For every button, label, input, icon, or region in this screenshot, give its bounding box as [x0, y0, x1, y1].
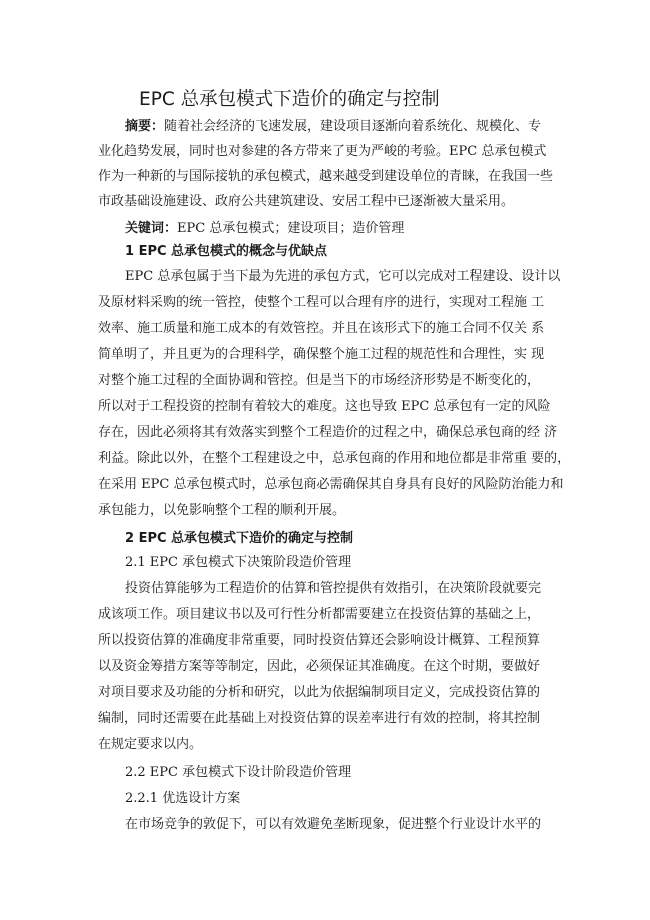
section-2-1-line-2: 成该项工作。项目建议书以及可行性分析都需要建立在投资估算的基础之上， — [98, 607, 541, 622]
section-1-line-5: 对整个施工过程的全面协调和管控。但是当下的市场经济形势是不断变化的， — [98, 373, 541, 388]
section-2-1-line-4: 以及资金筹措方案等等制定，因此，必须保证其准确度。在这个时期，要做好 — [98, 659, 541, 674]
section-2-2-line-1: 在市场竞争的敦促下，可以有效避免垄断现象，促进整个行业设计水平的 — [125, 817, 542, 832]
abstract-line-2: 业化趋势发展，同时也对参建的各方带来了更为严峻的考验。EPC 总承包模式 — [98, 144, 547, 159]
section-2-heading: 2 EPC 总承包模式下造价的确定与控制 — [125, 531, 354, 546]
section-2-2-1-heading: 2.2.1 优选设计方案 — [125, 791, 241, 806]
section-1-line-6: 所以对于工程投资的控制有着较大的难度。这也导致 EPC 总承包有一定的风险 — [98, 399, 551, 414]
abstract-label: 摘要： — [125, 119, 165, 134]
section-2-1-line-1: 投资估算能够为工程造价的估算和管控提供有效指引，在决策阶段就要完 — [125, 581, 542, 596]
section-2-1-heading: 2.1 EPC 承包模式下决策阶段造价管理 — [125, 555, 352, 570]
keywords-label: 关键词： — [125, 221, 178, 236]
section-1-line-10: 承包能力，以免影响整个工程的顺利开展。 — [98, 503, 346, 518]
section-1-line-1: EPC 总承包属于当下最为先进的承包方式，它可以完成对工程建设、设计以 — [125, 269, 561, 284]
abstract-line-1: 摘要：随着社会经济的飞速发展，建设项目逐渐向着系统化、规模化、专 — [125, 119, 542, 134]
section-2-1-line-3: 所以投资估算的准确度非常重要，同时投资估算还会影响设计概算、工程预算 — [98, 633, 541, 648]
section-2-2-heading: 2.2 EPC 承包模式下设计阶段造价管理 — [125, 765, 352, 780]
section-1-line-4: 简单明了，并且更为的合理科学，确保整个施工过程的规范性和合理性，实 现 — [98, 347, 545, 362]
section-1-line-3: 效率、施工质量和施工成本的有效管控。并且在该形式下的施工合同不仅关 系 — [98, 321, 545, 336]
keywords-line — [125, 220, 404, 238]
section-1-line-9: 在采用 EPC 总承包模式时，总承包商必需确保其自身具有良好的风险防治能力和 — [98, 477, 564, 492]
abstract-line-4: 市政基础设施建设、政府公共建筑建设、安居工程中已逐渐被大量采用。 — [98, 194, 515, 209]
section-2-1-line-7: 在规定要求以内。 — [98, 737, 203, 752]
section-1-line-2: 及原材料采购的统一管控，使整个工程可以合理有序的进行，实现对工程施 工 — [98, 295, 545, 310]
section-1-line-7: 存在，因此必须将其有效落实到整个工程造价的过程之中，确保总承包商的经 济 — [98, 425, 558, 440]
keywords-text: EPC 总承包模式；建设项目；造价管理 — [177, 221, 405, 236]
section-2-1-line-6: 编制，同时还需要在此基础上对投资估算的误差率进行有效的控制，将其控制 — [98, 711, 541, 726]
section-2-1-line-5: 对项目要求及功能的分析和研究，以此为依据编制项目定义，完成投资估算的 — [98, 685, 541, 700]
section-1-line-8: 利益。除此以外，在整个工程建设之中，总承包商的作用和地位都是非常重 要的， — [98, 451, 571, 466]
document-title: EPC 总承包模式下造价的确定与控制 — [139, 89, 440, 110]
section-1-heading: 1 EPC 总承包模式的概念与优缺点 — [125, 244, 328, 259]
abstract-line-3: 作为一种新的与国际接轨的承包模式，越来越受到建设单位的青睐，在我国一些 — [98, 169, 554, 184]
